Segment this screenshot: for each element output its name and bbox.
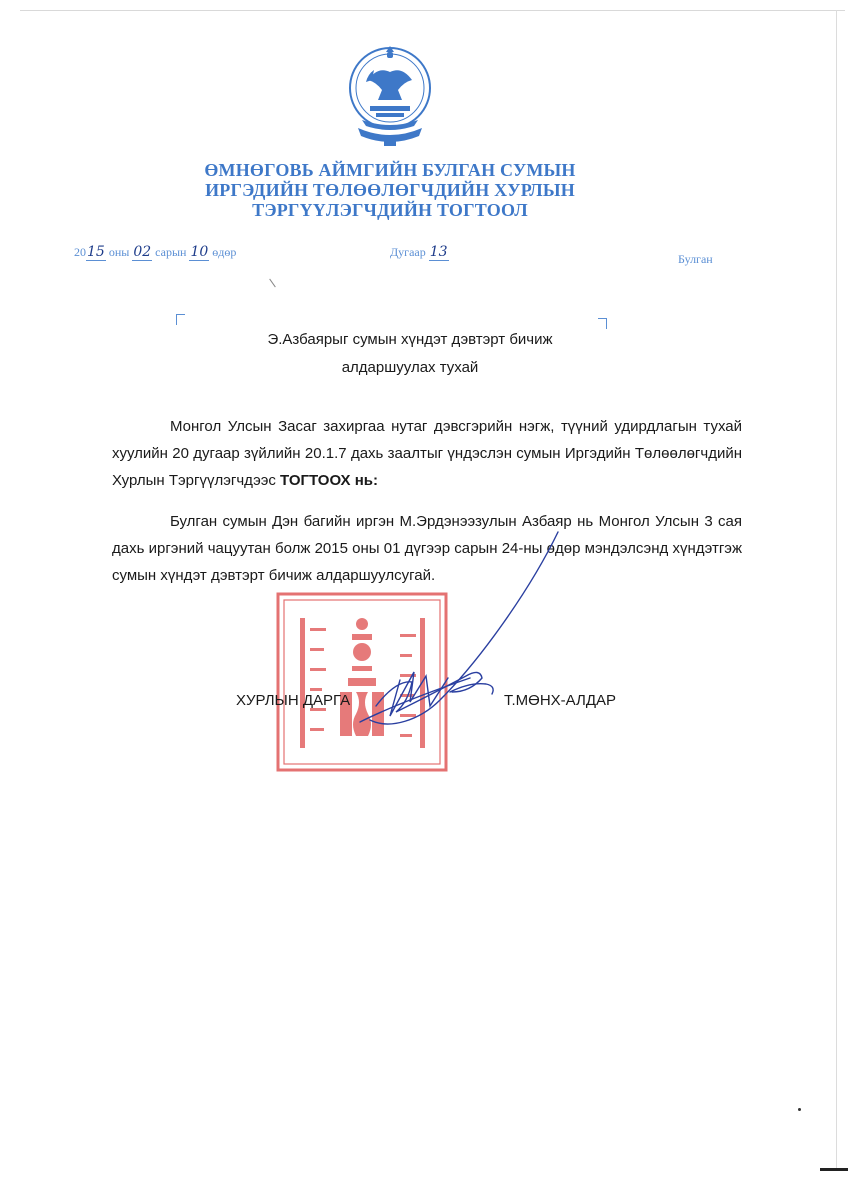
day-label: өдөр (212, 245, 237, 259)
subject-line: алдаршуулах тухай (341, 359, 479, 376)
state-emblem-icon (340, 40, 440, 148)
pen-tick (269, 279, 276, 288)
document-place: Булган (678, 252, 713, 266)
number-label: Дугаар (390, 245, 426, 259)
resolution-keyword: ТОГТООХ нь: (280, 472, 379, 489)
year-handwritten: 15 (87, 244, 105, 260)
document-subject (200, 326, 620, 382)
subject-corner-left (176, 314, 185, 325)
number-handwritten: 13 (429, 244, 448, 260)
month-handwritten: 02 (133, 244, 152, 260)
year-label: оны (108, 245, 130, 259)
paragraph-text: Монгол Улсын Засаг захиргаа нутаг дэвсгэрийн нэгж, түүний удирдлагын тухай хуулийн 20 дугаар зүйлийн 20.1.7 дахь заалтыг үндэслэн сумын Иргэдийн Төлөөлөгчдийн Хурлын Тэргүүлэгчдээс (112, 418, 742, 489)
organization-line: ТЭРГҮҮЛЭГЧДИЙН ТОГТООЛ (252, 200, 528, 220)
month-label: сарын (155, 245, 187, 259)
year-prefix: 20 (74, 245, 86, 259)
body-paragraph: Булган сумын Дэн багийн иргэн М.Эрдэнээзулын Азбаяр нь Монгол Улсын 3 сая дахь иргэний чацуутан болж 2015 оны 01 дүгээр сарын 24-ны өдөр мэндэлсэнд хүндэтгэж сумын хүндэт дэвтэрт бичиж алдаршуулсугай. (112, 513, 742, 584)
scan-edge-right (836, 10, 837, 1170)
organization-line: ӨМНӨГОВЬ АЙМГИЙН БУЛГАН СУМЫН (204, 160, 576, 180)
day-handwritten: 10 (190, 244, 209, 260)
organization-heading (150, 160, 630, 220)
scan-edge-mark (820, 1168, 848, 1171)
document-date (74, 244, 236, 260)
handwritten-signature (330, 530, 580, 750)
body-paragraph (112, 413, 742, 494)
signatory-title: ХУРЛЫН ДАРГА (236, 692, 351, 709)
organization-line: ИРГЭДИЙН ТӨЛӨӨЛӨГЧДИЙН ХУРЛЫН (205, 180, 575, 200)
signatory-name: Т.МӨНХ-АЛДАР (504, 692, 617, 709)
document-number (390, 244, 449, 260)
scan-edge-top (20, 10, 845, 11)
subject-line: Э.Азбаярыг сумын хүндэт дэвтэрт бичиж (267, 331, 553, 348)
scan-speck (798, 1108, 801, 1111)
